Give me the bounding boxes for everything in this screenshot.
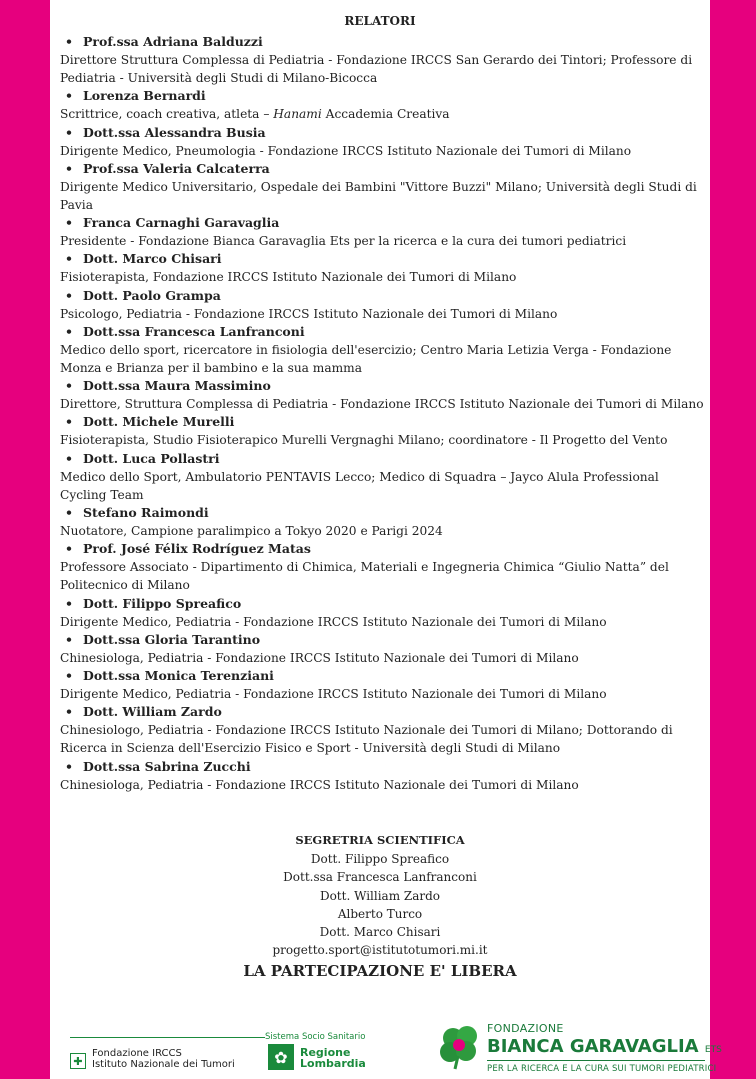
speaker-role: Chinesiologa, Pediatria - Fondazione IRCCS Istituto Nazionale dei Tumori di Milano xyxy=(60,777,579,792)
speaker-role: Chinesiologo, Pediatria - Fondazione IRCCS Istituto Nazionale dei Tumori di Milano; Dottorando di Ricerca in Scienza dell'Esercizio Fisico e Sport - Università degli Studi di Milano xyxy=(60,723,673,756)
irccs-logo: Fondazione IRCCS Istituto Nazionale dei Tumori xyxy=(92,1048,235,1070)
fbg-label: FONDAZIONE xyxy=(487,1022,564,1035)
speaker-name: • Dott.ssa Francesca Lanfranconi xyxy=(65,323,305,339)
speaker-item xyxy=(60,323,708,377)
speaker-item xyxy=(60,160,708,214)
speaker-name: • Dott.ssa Gloria Tarantino xyxy=(65,631,261,647)
footer-divider xyxy=(70,1037,265,1038)
speaker-role: Direttore, Struttura Complessa di Pediatria - Fondazione IRCCS Istituto Nazionale dei Tumori di Milano xyxy=(60,397,704,412)
speaker-role: Psicologo, Pediatria - Fondazione IRCCS Istituto Nazionale dei Tumori di Milano xyxy=(60,306,558,321)
speaker-role: Professore Associato - Dipartimento di Chimica, Materiali e Ingegneria Chimica “Giulio Natta” del Politecnico di Milano xyxy=(60,560,669,593)
speaker-name: • Prof. José Félix Rodríguez Matas xyxy=(65,541,311,557)
secretariat-title: SEGRETRIA SCIENTIFICA xyxy=(295,833,465,847)
speaker-item xyxy=(60,667,708,703)
secretariat-block xyxy=(50,830,710,960)
speaker-role: Fisioterapista, Studio Fisioterapico Murelli Vergnaghi Milano; coordinatore - Il Progetto del Vento xyxy=(60,433,668,448)
lombardia-logo: Regione Lombardia xyxy=(300,1046,366,1070)
speaker-item xyxy=(60,214,708,250)
speaker-name: • Dott. Filippo Spreafico xyxy=(65,595,242,611)
speaker-item xyxy=(60,703,708,757)
speaker-name: • Dott. Luca Pollastri xyxy=(65,450,220,466)
speaker-role: Direttore Struttura Complessa di Pediatria - Fondazione IRCCS San Gerardo dei Tintori; Professore di Pediatria - Università degli Studi di Milano-Bicocca xyxy=(60,53,693,86)
document-page xyxy=(50,0,722,1079)
speaker-name: • Franca Carnaghi Garavaglia xyxy=(65,215,280,231)
speaker-role: Dirigente Medico, Pneumologia - Fondazione IRCCS Istituto Nazionale dei Tumori di Milano xyxy=(60,143,632,158)
speaker-name: • Dott. Marco Chisari xyxy=(65,251,222,267)
speaker-role: Dirigente Medico, Pediatria - Fondazione IRCCS Istituto Nazionale dei Tumori di Milano xyxy=(60,614,607,629)
speaker-role: Medico dello Sport, Ambulatorio PENTAVIS Lecco; Medico di Squadra – Jayco Alula Professional Cycling Team xyxy=(60,469,659,502)
speaker-item xyxy=(60,540,708,594)
speaker-name: • Dott.ssa Sabrina Zucchi xyxy=(65,758,251,774)
speaker-item xyxy=(60,124,708,160)
speaker-item xyxy=(60,377,708,413)
fbg-name: BIANCA GARAVAGLIA ETS xyxy=(487,1036,722,1057)
secretariat-member: Dott.ssa Francesca Lanfranconi xyxy=(283,870,477,885)
speaker-item xyxy=(60,631,708,667)
speaker-role: Scrittrice, coach creativa, atleta – Hanami Accademia Creativa xyxy=(60,107,450,122)
speaker-name: • Dott.ssa Monica Terenziani xyxy=(65,668,274,684)
speakers-title: RELATORI xyxy=(344,14,416,28)
speaker-name: • Dott. Paolo Grampa xyxy=(65,287,221,303)
irccs-cross-icon: ✚ xyxy=(70,1053,86,1069)
speaker-role: Fisioterapista, Fondazione IRCCS Istituto Nazionale dei Tumori di Milano xyxy=(60,270,517,285)
speaker-item xyxy=(60,758,708,794)
speaker-name: • Dott.ssa Maura Massimino xyxy=(65,378,271,394)
fbg-divider xyxy=(487,1060,705,1061)
speaker-role: Dirigente Medico, Pediatria - Fondazione IRCCS Istituto Nazionale dei Tumori di Milano xyxy=(60,687,607,702)
speaker-role: Nuotatore, Campione paralimpico a Tokyo 2020 e Parigi 2024 xyxy=(60,524,443,539)
clover-heart-icon xyxy=(436,1024,484,1070)
speaker-item xyxy=(60,250,708,286)
speaker-role: Medico dello sport, ricercatore in fisiologia dell'esercizio; Centro Maria Letizia Verga - Fondazione Monza e Brianza per il bambino e la sua mamma xyxy=(60,342,672,376)
speaker-role: Chinesiologa, Pediatria - Fondazione IRCCS Istituto Nazionale dei Tumori di Milano xyxy=(60,650,579,665)
secretariat-member: Dott. Marco Chisari xyxy=(319,925,441,940)
speaker-name: • Stefano Raimondi xyxy=(65,505,209,521)
secretariat-member: Dott. William Zardo xyxy=(319,888,441,903)
participation-notice: LA PARTECIPAZIONE E' LIBERA xyxy=(243,962,517,980)
speaker-item xyxy=(60,450,708,504)
speaker-role: Dirigente Medico Universitario, Ospedale dei Bambini "Vittore Buzzi" Milano; Università degli Studi di Pavia xyxy=(60,179,697,213)
secretariat-member: Dott. Filippo Spreafico xyxy=(310,852,450,866)
secretariat-member: Alberto Turco xyxy=(337,906,423,921)
speakers-list xyxy=(60,33,708,794)
speaker-item xyxy=(60,33,708,87)
speaker-item xyxy=(60,595,708,631)
speaker-item xyxy=(60,504,708,540)
footer-logos xyxy=(50,1018,722,1079)
secretariat-email: progetto.sport@istitutotumori.mi.it xyxy=(272,943,488,958)
speaker-item xyxy=(60,87,708,123)
fbg-tagline: PER LA RICERCA E LA CURA SUI TUMORI PEDIATRICI xyxy=(487,1064,717,1074)
speaker-name: • Dott.ssa Alessandra Busia xyxy=(65,124,266,140)
speaker-name: • Dott. William Zardo xyxy=(65,704,222,720)
system-label: Sistema Socio Sanitario xyxy=(265,1032,366,1042)
speaker-name: • Prof.ssa Valeria Calcaterra xyxy=(65,160,270,176)
speaker-role: Presidente - Fondazione Bianca Garavaglia Ets per la ricerca e la cura dei tumori pediatrici xyxy=(60,234,627,249)
speaker-name: • Dott. Michele Murelli xyxy=(65,414,235,430)
speaker-name: • Lorenza Bernardi xyxy=(65,88,206,104)
lombardia-rose-icon: ✿ xyxy=(268,1044,294,1070)
speaker-item xyxy=(60,287,708,323)
speaker-item xyxy=(60,413,708,449)
speaker-name: • Prof.ssa Adriana Balduzzi xyxy=(65,34,263,49)
